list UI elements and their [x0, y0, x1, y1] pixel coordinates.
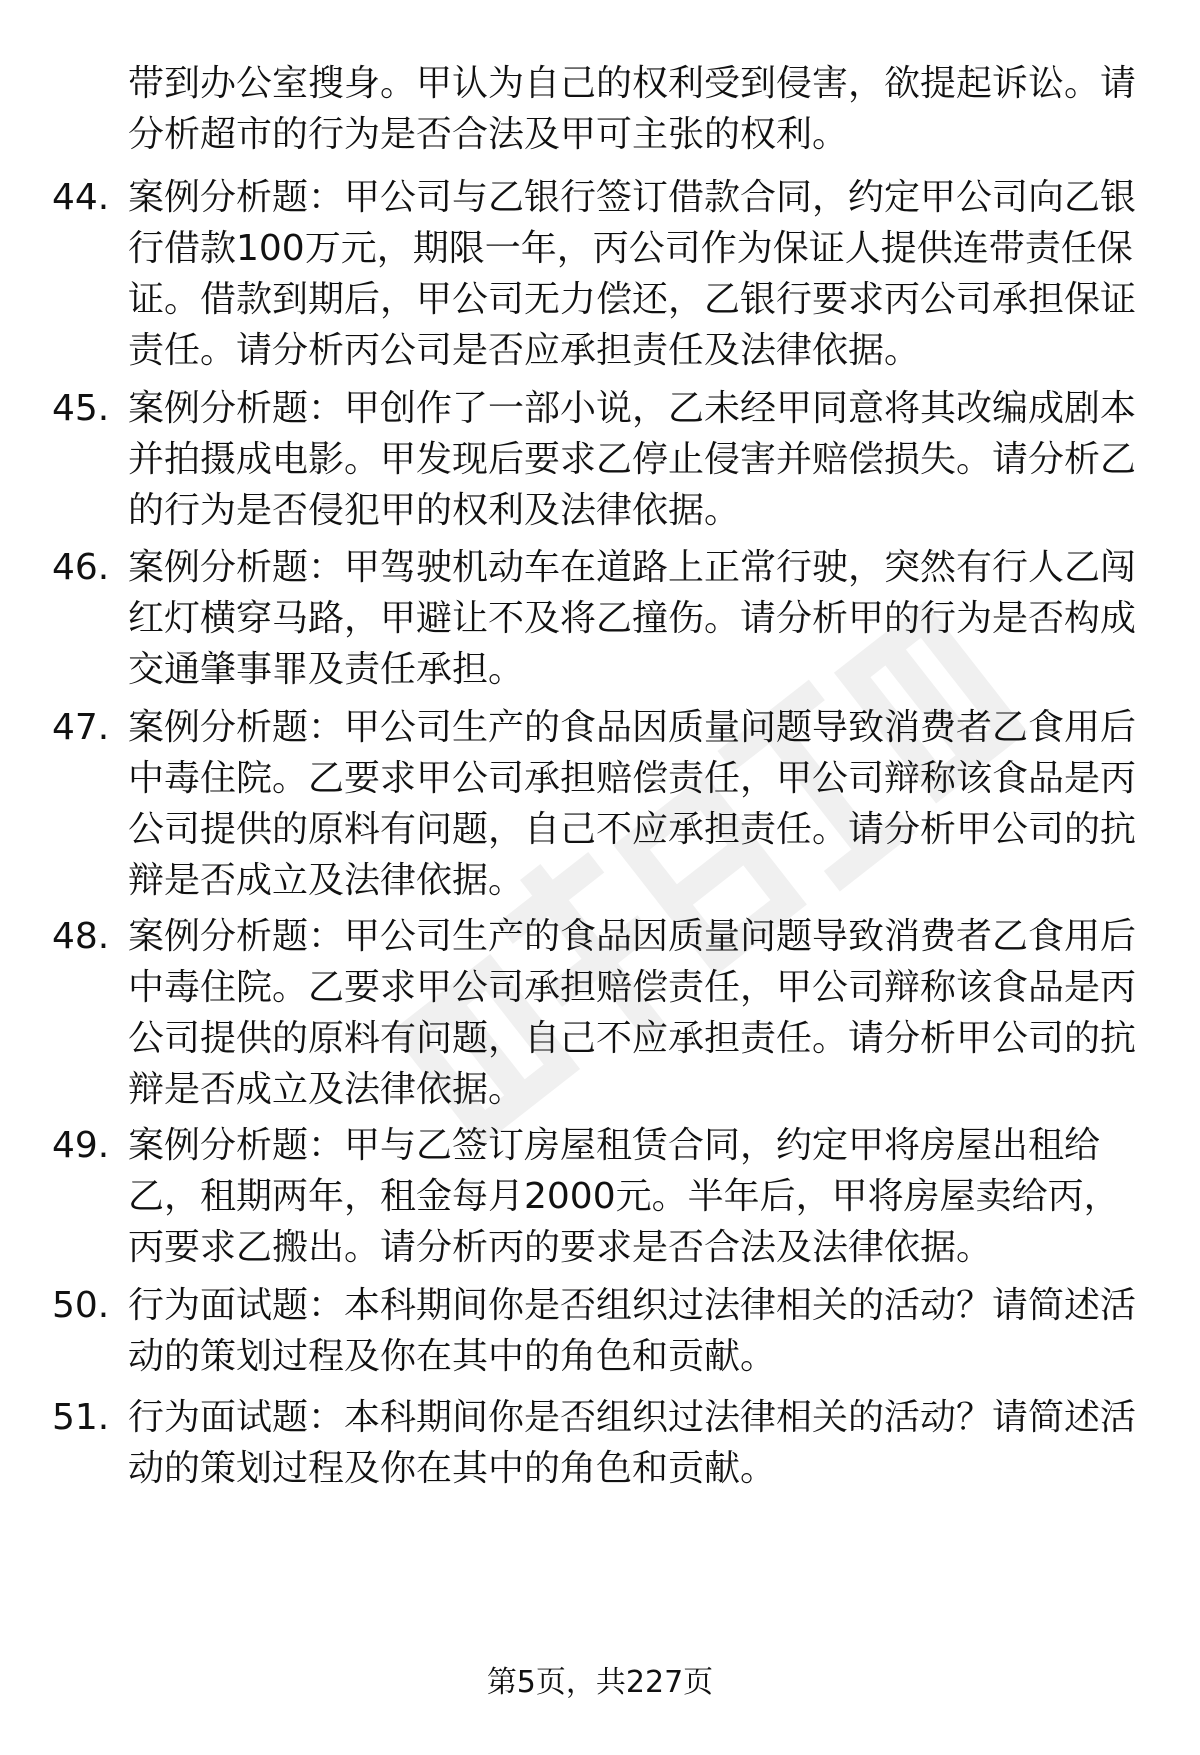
question-number: 50.	[52, 1285, 110, 1326]
question-number: 44.	[52, 177, 110, 218]
question-number: 49.	[52, 1125, 110, 1166]
question-number: 46.	[52, 547, 110, 588]
question-number: 45.	[52, 388, 110, 429]
continuation-paragraph: 带到办公室搜身。甲认为自己的权利受到侵害，欲提起诉讼。请分析超市的行为是否合法及甲可主张的权利。	[128, 63, 1137, 155]
question-text: 行为面试题：本科期间你是否组织过法律相关的活动？请简述活动的策划过程及你在其中的角色和贡献。	[128, 1397, 1137, 1489]
question-text: 案例分析题：甲公司生产的食品因质量问题导致消费者乙食用后中毒住院。乙要求甲公司承担赔偿责任，甲公司辩称该食品是丙公司提供的原料有问题，自己不应承担责任。请分析甲公司的抗辩是否成立及法律依据。	[128, 707, 1137, 901]
question-number: 47.	[52, 707, 110, 748]
question-text: 案例分析题：甲创作了一部小说，乙未经甲同意将其改编成剧本并拍摄成电影。甲发现后要求乙停止侵害并赔偿损失。请分析乙的行为是否侵犯甲的权利及法律依据。	[128, 388, 1137, 531]
question-text: 案例分析题：甲驾驶机动车在道路上正常行驶，突然有行人乙闯红灯横穿马路，甲避让不及将乙撞伤。请分析甲的行为是否构成交通肇事罪及责任承担。	[128, 547, 1137, 690]
question-number: 48.	[52, 916, 110, 957]
question-text: 案例分析题：甲公司与乙银行签订借款合同，约定甲公司向乙银行借款100万元，期限一年，丙公司作为保证人提供连带责任保证。借款到期后，甲公司无力偿还，乙银行要求丙公司承担保证责任。请分析丙公司是否应承担责任及法律依据。	[128, 177, 1137, 371]
question-text: 行为面试题：本科期间你是否组织过法律相关的活动？请简述活动的策划过程及你在其中的角色和贡献。	[128, 1285, 1137, 1377]
page-footer: 第5页，共227页	[486, 1665, 714, 1700]
question-text: 案例分析题：甲与乙签订房屋租赁合同，约定甲将房屋出租给乙，租期两年，租金每月2000元。半年后，甲将房屋卖给丙，丙要求乙搬出。请分析丙的要求是否合法及法律依据。	[128, 1125, 1120, 1268]
question-text: 案例分析题：甲公司生产的食品因质量问题导致消费者乙食用后中毒住院。乙要求甲公司承担赔偿责任，甲公司辩称该食品是丙公司提供的原料有问题，自己不应承担责任。请分析甲公司的抗辩是否成立及法律依据。	[128, 916, 1137, 1110]
question-number: 51.	[52, 1397, 110, 1438]
